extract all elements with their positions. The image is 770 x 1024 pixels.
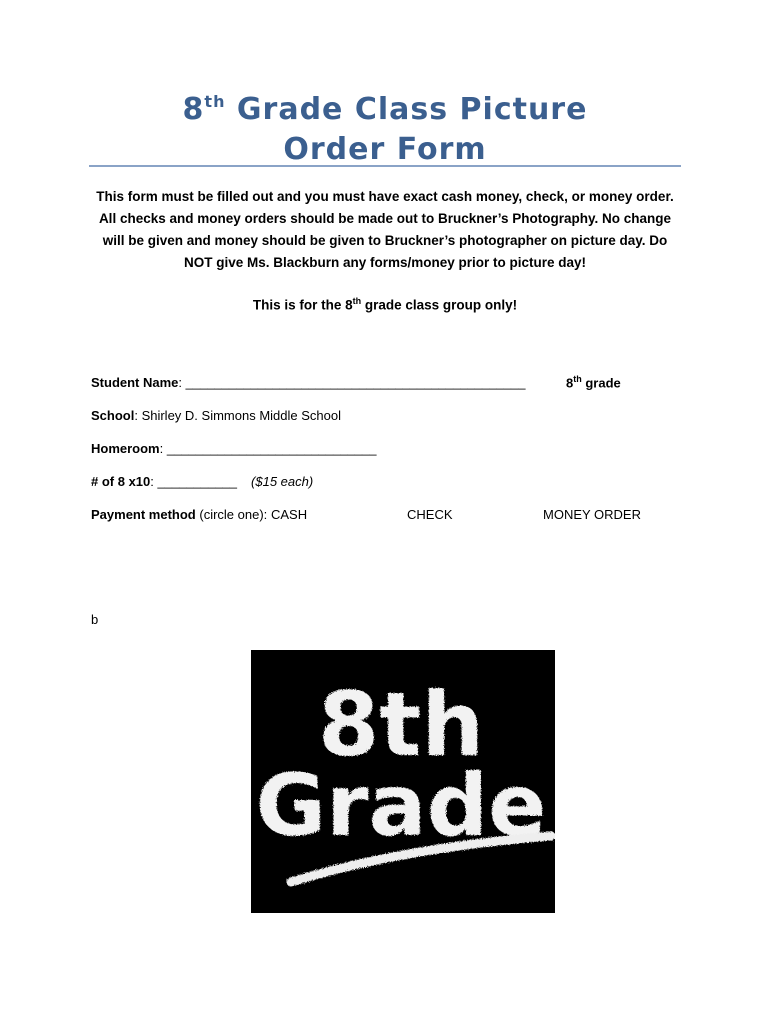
school-label: School bbox=[91, 408, 135, 423]
student-name-label: Student Name bbox=[91, 375, 179, 390]
payment-option-check[interactable]: CHECK bbox=[407, 507, 453, 522]
homeroom-field[interactable]: : _____________________________ bbox=[159, 441, 377, 456]
chalk-text-grade: Grade bbox=[255, 756, 547, 856]
title-divider bbox=[89, 165, 681, 167]
intro-paragraph: This form must be filled out and you must have exact cash money, check, or money order. All checks and money orders should be made out to Bruckner’s Photography. No change will be given and money should be given to Bruckner’s photographer on picture day. Do NOT give Ms. Blackburn any forms/money prior to picture day! bbox=[96, 189, 674, 270]
prints-label: # of 8 x10 bbox=[91, 474, 151, 489]
prints-price: ($15 each) bbox=[251, 474, 314, 489]
homeroom-row bbox=[91, 441, 377, 456]
prints-row bbox=[91, 474, 313, 489]
prints-field[interactable]: : ___________ bbox=[150, 474, 238, 489]
payment-option-cash[interactable]: CASH bbox=[271, 507, 308, 522]
group-note: This is for the 8th grade class group only! bbox=[252, 296, 518, 313]
form-title-line1: 8th Grade Class Picture bbox=[182, 92, 588, 127]
school-value: : Shirley D. Simmons Middle School bbox=[134, 408, 341, 423]
payment-label: Payment method bbox=[91, 507, 196, 522]
payment-hint: (circle one): bbox=[195, 507, 268, 522]
payment-option-money-order[interactable]: MONEY ORDER bbox=[543, 507, 641, 522]
chalk-text-8th: 8th bbox=[318, 673, 484, 776]
student-name-row bbox=[91, 375, 525, 390]
form-title-line2: Order Form bbox=[283, 132, 487, 167]
student-name-field[interactable]: : _______________________________________________ bbox=[178, 375, 526, 390]
school-row bbox=[91, 408, 341, 423]
homeroom-label: Homeroom bbox=[91, 441, 160, 456]
grade-label: 8th grade bbox=[566, 374, 621, 391]
stray-character: b bbox=[91, 612, 99, 627]
chalkboard-8th-grade-image bbox=[251, 650, 555, 913]
payment-row bbox=[91, 507, 267, 522]
